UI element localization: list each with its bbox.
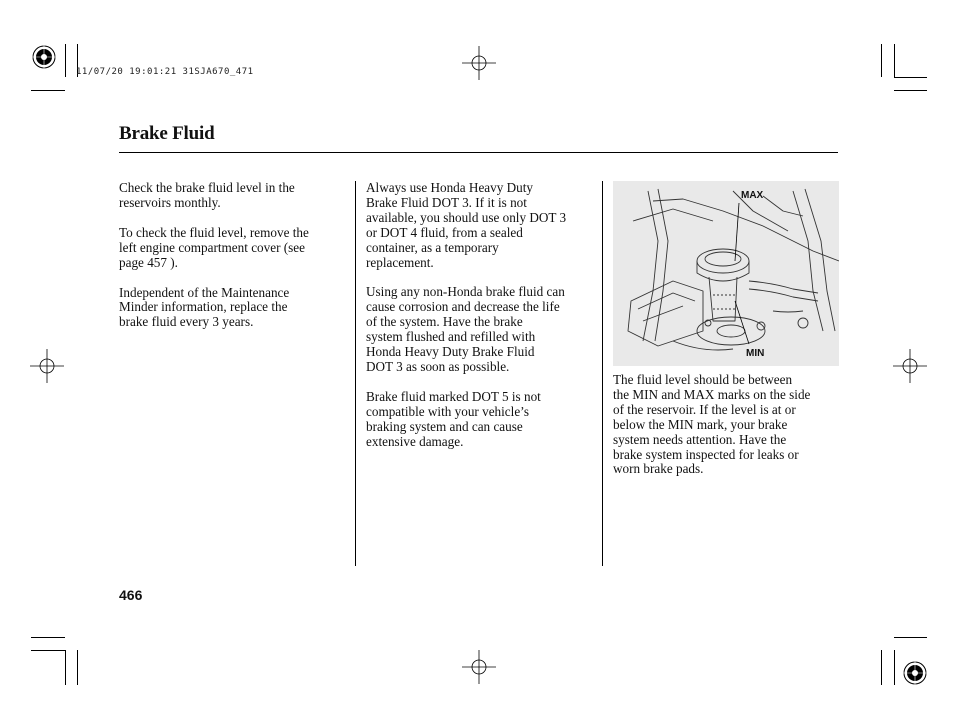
registration-target-bottom-right <box>900 658 930 688</box>
crosshair-top-center <box>462 46 496 80</box>
min-label: MIN <box>746 348 765 359</box>
crosshair-right-middle <box>893 349 927 383</box>
paragraph: The fluid level should be between the MIN and MAX marks on the side of the reservoir. If the level is at or below the MIN mark, your brake system needs attention. Have the brake system inspected for leaks or worn brake pads. <box>613 372 811 477</box>
crosshair-left-middle <box>30 349 64 383</box>
title-rule <box>119 152 838 153</box>
paragraph: Always use Honda Heavy Duty Brake Fluid DOT 3. If it is not available, you should use only DOT 3 or DOT 4 fluid, from a sealed container, as a temporary replacement. <box>366 180 567 270</box>
registration-target-top-left <box>29 42 59 72</box>
paragraph: To check the fluid level, remove the left engine compartment cover (see page 457 ). <box>119 224 309 270</box>
page-title: Brake Fluid <box>119 123 215 144</box>
column-divider <box>602 181 603 566</box>
paragraph: Independent of the Maintenance Minder information, replace the brake fluid every 3 years. <box>119 284 290 330</box>
crosshair-bottom-center <box>462 650 496 684</box>
page-number: 466 <box>119 587 143 603</box>
column-3 <box>613 373 841 492</box>
column-1 <box>119 181 344 345</box>
print-job-stamp: 11/07/20 19:01:21 31SJA670_471 <box>76 67 254 77</box>
column-2 <box>366 181 598 465</box>
column-divider <box>355 181 356 566</box>
paragraph: Using any non-Honda brake fluid can cause corrosion and decrease the life of the system. Have the brake system flushed and refilled with Honda Heavy Duty Brake Fluid DOT 3 as soon as possible. <box>366 284 565 374</box>
paragraph: Check the brake fluid level in the reservoirs monthly. <box>119 180 295 210</box>
brake-fluid-reservoir-figure <box>613 181 839 366</box>
max-label: MAX <box>741 190 764 201</box>
brake-fluid-reservoir-illustration <box>613 181 839 366</box>
paragraph: Brake fluid marked DOT 5 is not compatible with your vehicle’s braking system and can cause extensive damage. <box>366 388 541 449</box>
